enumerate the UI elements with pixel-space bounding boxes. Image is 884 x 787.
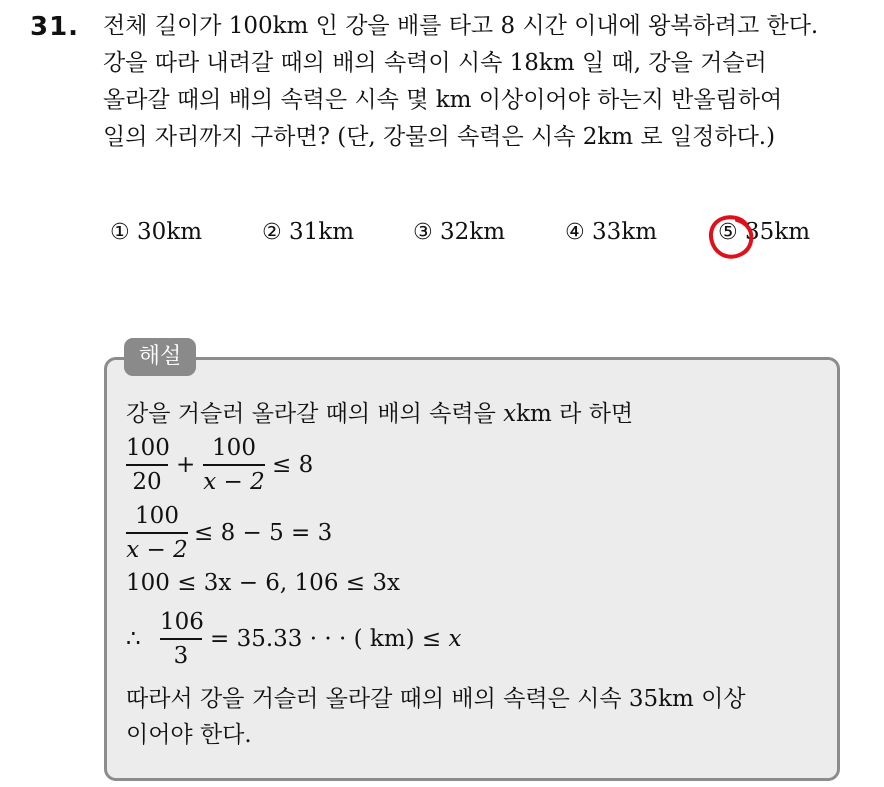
fraction <box>160 608 202 670</box>
choice-label: 31km <box>289 219 355 245</box>
choice-label: 30km <box>137 219 203 245</box>
variable: x <box>503 401 517 427</box>
choice-4[interactable] <box>565 219 657 245</box>
plus-sign: + <box>176 452 196 478</box>
choice-number: ③ <box>413 220 433 245</box>
choice-number: ⑤ <box>718 220 738 245</box>
question-line: 전체 길이가 100km 인 강을 배를 타고 8 시간 이내에 왕복하려고 한다. <box>103 13 819 39</box>
therefore-sign: ∴ <box>126 626 141 652</box>
fraction <box>126 502 188 564</box>
solution-text: 강을 거슬러 올라갈 때의 배의 속력을 <box>126 401 504 427</box>
choice-2[interactable] <box>262 219 354 245</box>
solution-badge: 해설 <box>124 338 196 376</box>
solution-intro <box>126 395 633 428</box>
choice-label: 33km <box>592 219 658 245</box>
result-text: = 35.33 · · · ( km) ≤ <box>210 626 449 652</box>
question-line: 일의 자리까지 구하면? (단, 강물의 속력은 시속 2km 로 일정하다.) <box>103 124 776 150</box>
fraction <box>203 434 265 496</box>
choice-label: 35km <box>745 219 811 245</box>
numerator: 100 <box>212 435 256 461</box>
denominator: 20 <box>132 469 162 495</box>
solution-text: km 라 하면 <box>516 401 634 427</box>
denominator: x − 2 <box>203 469 265 495</box>
choice-3[interactable] <box>413 219 505 245</box>
result-expression <box>210 626 462 652</box>
choice-label: 32km <box>440 219 506 245</box>
fraction-bar <box>126 464 168 466</box>
choice-1[interactable] <box>110 219 202 245</box>
question-line: 올라갈 때의 배의 속력은 시속 몇 km 이상이어야 하는지 반올림하여 <box>103 87 783 113</box>
numerator: 106 <box>160 609 204 635</box>
question-text <box>103 8 873 156</box>
inequality-rest: ≤ 8 − 5 = 3 <box>194 520 333 546</box>
choice-number: ④ <box>565 220 585 245</box>
conclusion-line: 따라서 강을 거슬러 올라갈 때의 배의 속력은 시속 35km 이상 <box>126 686 746 712</box>
inequality-line: 100 ≤ 3x − 6, 106 ≤ 3x <box>126 570 400 596</box>
fraction-bar <box>160 638 202 640</box>
choice-number: ② <box>262 220 282 245</box>
fraction-bar <box>203 464 265 466</box>
denominator: x − 2 <box>126 537 188 563</box>
question-number: 31. <box>30 12 80 42</box>
fraction-bar <box>126 532 188 534</box>
numerator: 100 <box>126 435 170 461</box>
question-line: 강을 따라 내려갈 때의 배의 속력이 시속 18km 일 때, 강을 거슬러 <box>103 50 767 76</box>
choice-number: ① <box>110 220 130 245</box>
answer-circle-mark <box>705 211 757 263</box>
denominator: 3 <box>173 643 189 669</box>
variable: x <box>448 626 462 652</box>
conclusion-line: 이어야 한다. <box>126 722 252 748</box>
fraction <box>126 434 168 496</box>
inequality-rest: ≤ 8 <box>272 452 314 478</box>
numerator: 100 <box>135 503 179 529</box>
